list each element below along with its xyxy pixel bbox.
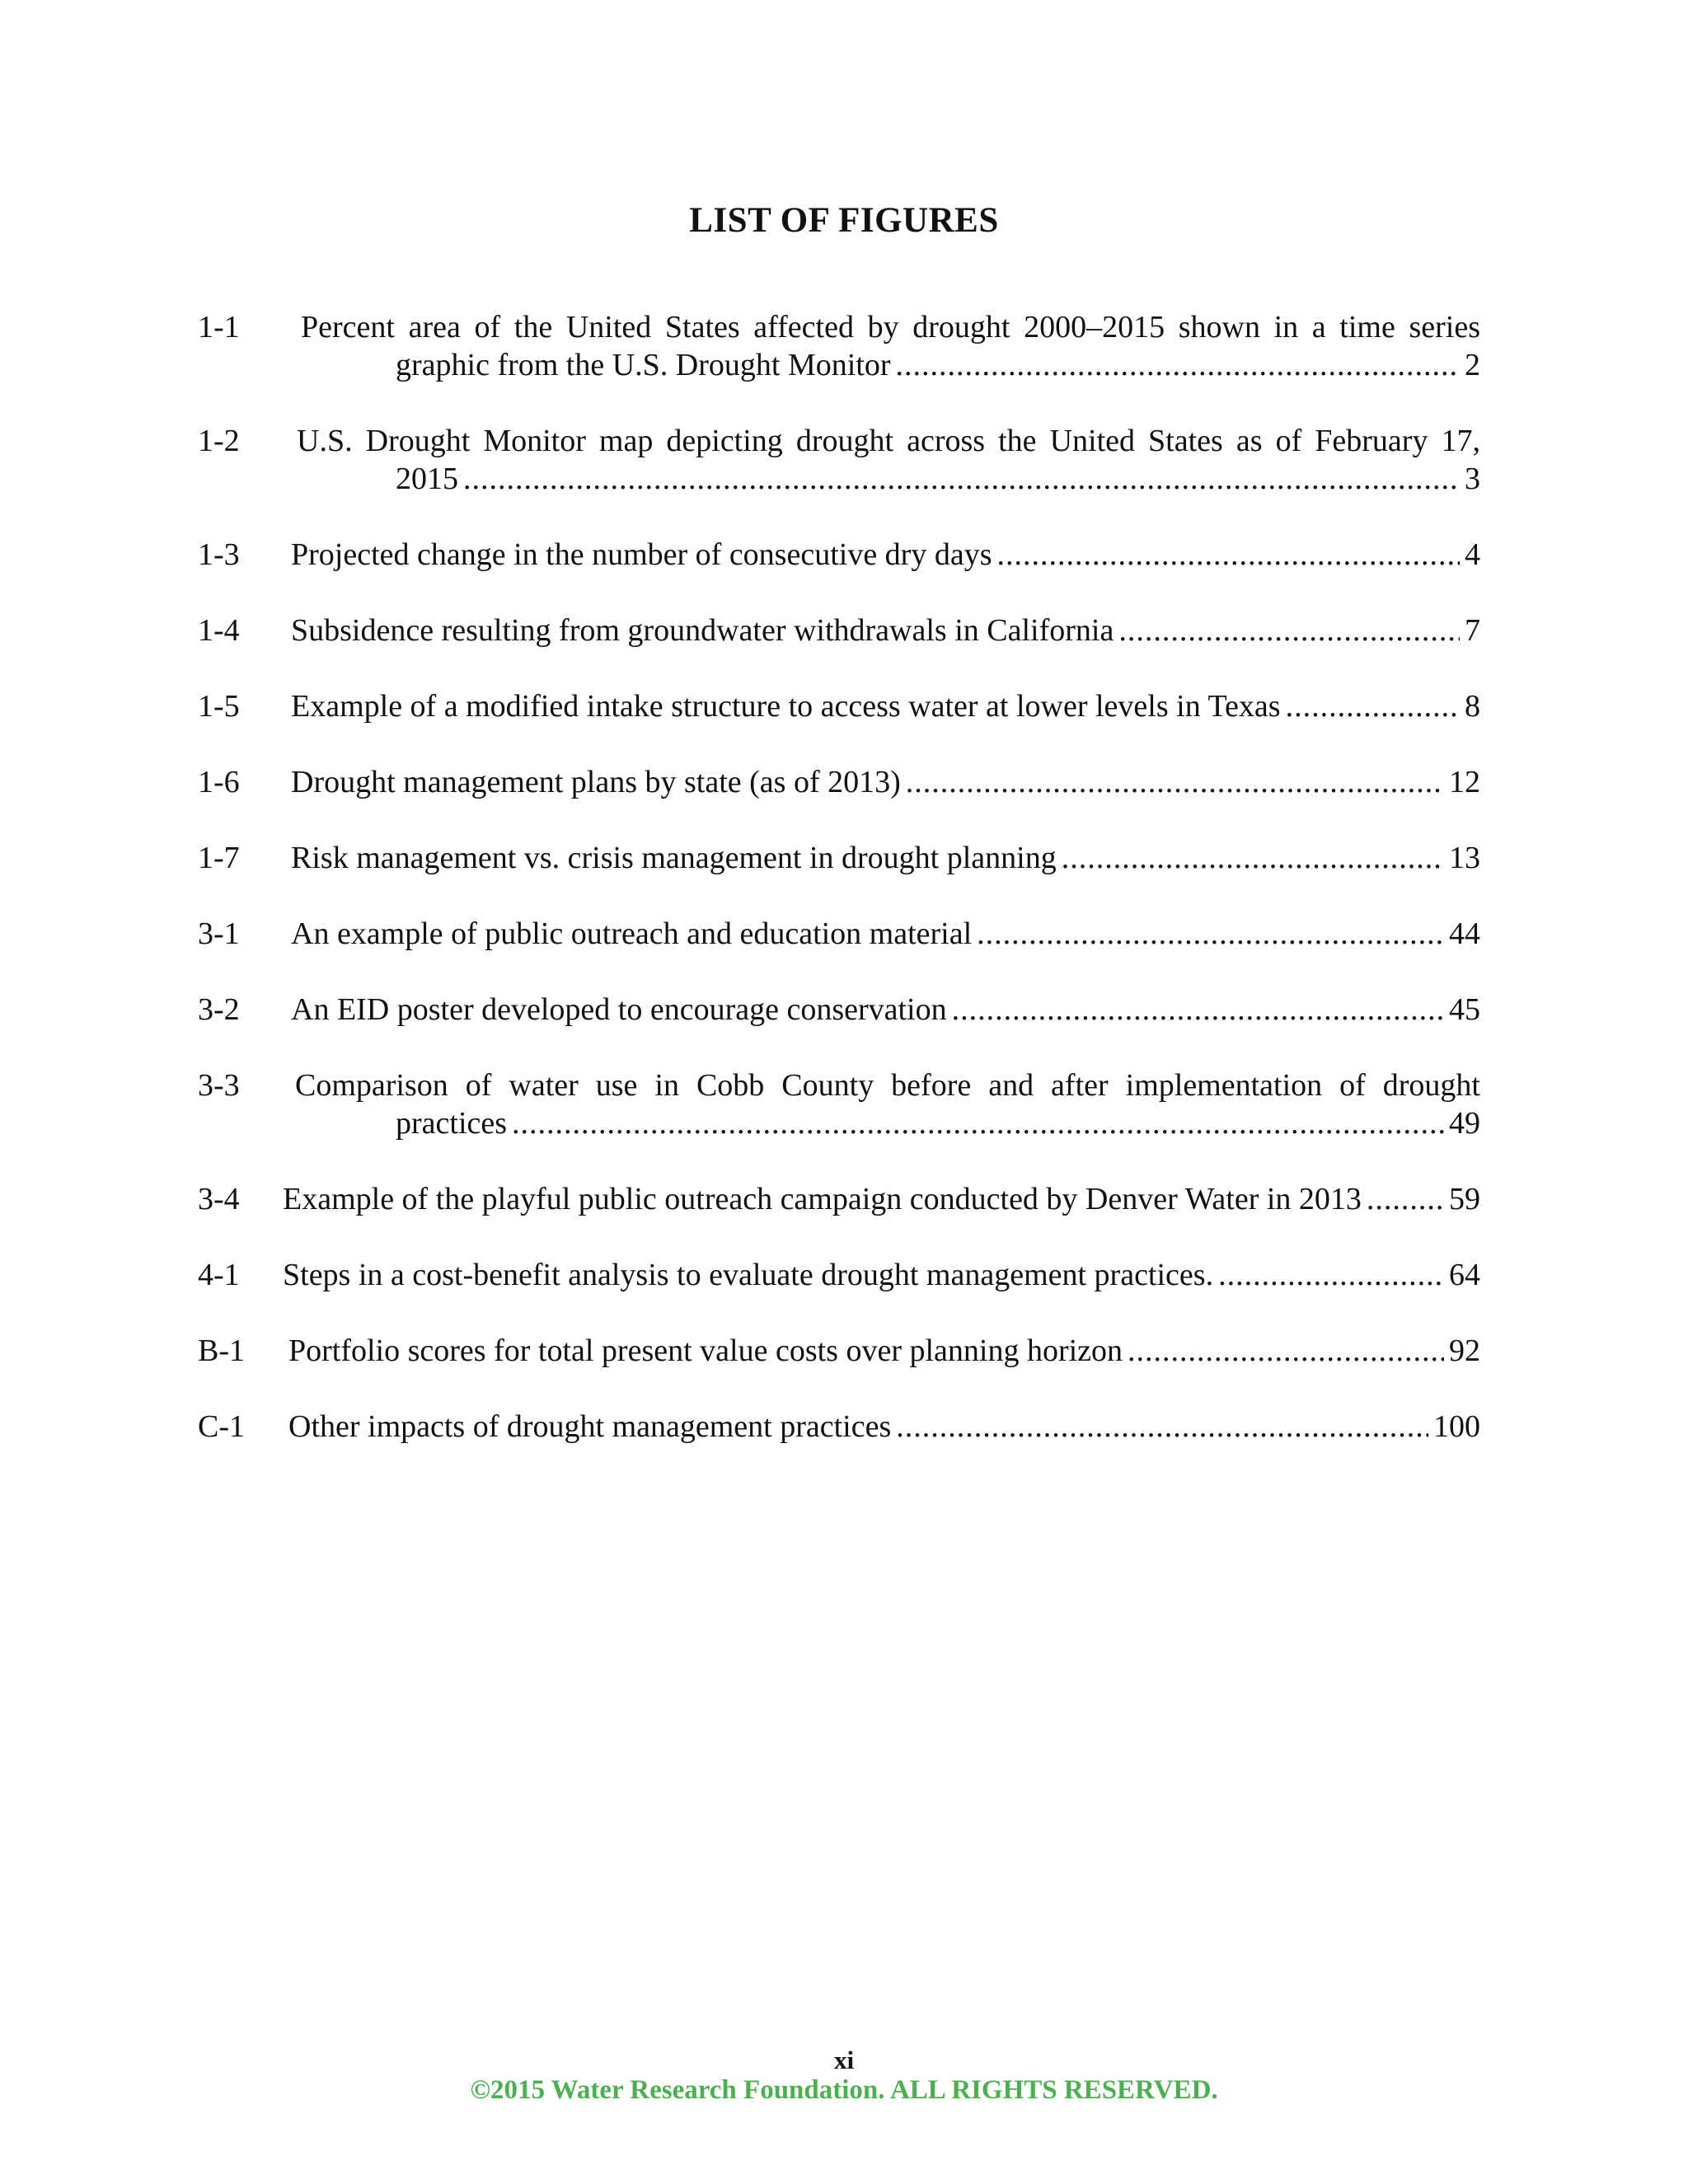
- list-item[interactable]: [198, 1256, 1480, 1294]
- figure-caption-line1: Comparison of water use in Cobb County before and after implementation of drought: [295, 1068, 1480, 1103]
- figure-caption-line1: Percent area of the United States affected by drought 2000–2015 shown in a time series: [301, 310, 1480, 344]
- figure-caption-line2: graphic from the U.S. Drought Monitor: [396, 348, 891, 382]
- figure-number: 3-3: [198, 1068, 240, 1103]
- figure-number: 1-3: [198, 537, 240, 572]
- figure-caption: Example of the playful public outreach campaign conducted by Denver Water in 2013: [283, 1182, 1362, 1216]
- footer-copyright: ©2015 Water Research Foundation. ALL RIGHTS RESERVED.: [470, 2075, 1218, 2105]
- figure-number: B-1: [198, 1333, 245, 1368]
- list-item[interactable]: [198, 1332, 1480, 1370]
- figure-number: 1-2: [198, 424, 240, 458]
- dot-leader: [997, 536, 1461, 574]
- page-number: 7: [1465, 613, 1480, 648]
- figure-number: 3-4: [198, 1182, 240, 1216]
- figure-caption-line2: 2015: [396, 462, 458, 496]
- list-item[interactable]: [198, 687, 1480, 725]
- page-number: 100: [1433, 1409, 1480, 1444]
- list-item[interactable]: [198, 1066, 1480, 1142]
- figure-caption-line1: U.S. Drought Monitor map depicting drought across the United States as of February 17,: [297, 424, 1480, 458]
- dot-leader: [1118, 612, 1460, 649]
- figure-caption: Example of a modified intake structure to access water at lower levels in Texas: [291, 689, 1281, 724]
- figure-number: 1-4: [198, 613, 240, 648]
- list-item[interactable]: [198, 308, 1480, 384]
- figure-caption: Steps in a cost-benefit analysis to evaluate drought management practices.: [283, 1258, 1214, 1292]
- dot-leader: [906, 763, 1444, 801]
- figure-caption: Risk management vs. crisis management in drought planning: [291, 841, 1057, 875]
- figure-caption: Portfolio scores for total present value costs over planning horizon: [288, 1333, 1123, 1368]
- dot-leader: [1128, 1332, 1444, 1370]
- list-item[interactable]: [198, 536, 1480, 574]
- figure-number: 1-6: [198, 765, 240, 799]
- list-item[interactable]: [198, 915, 1480, 953]
- list-item[interactable]: [198, 612, 1480, 649]
- figure-number: 4-1: [198, 1258, 240, 1292]
- dot-leader: [1218, 1256, 1444, 1294]
- list-item[interactable]: [198, 991, 1480, 1029]
- page-number: 92: [1449, 1333, 1480, 1368]
- page-number: 8: [1465, 689, 1480, 724]
- list-item[interactable]: [198, 1180, 1480, 1218]
- figure-number: C-1: [198, 1409, 245, 1444]
- figure-caption: Projected change in the number of consecutive dry days: [291, 537, 992, 572]
- figure-caption: Drought management plans by state (as of 2013): [291, 765, 901, 799]
- figure-caption: Other impacts of drought management practices: [288, 1409, 892, 1444]
- figure-caption-line2: practices: [396, 1106, 508, 1141]
- figure-caption: Subsidence resulting from groundwater withdrawals in California: [291, 613, 1114, 648]
- dot-leader: [952, 991, 1444, 1029]
- page-number: 3: [1465, 462, 1480, 496]
- page-number: 13: [1449, 841, 1480, 875]
- figure-number: 1-7: [198, 841, 240, 875]
- page-number: 49: [1449, 1106, 1480, 1141]
- dot-leader: [1367, 1180, 1444, 1218]
- list-item[interactable]: [198, 1408, 1480, 1446]
- figure-number: 3-1: [198, 916, 240, 951]
- page-title: LIST OF FIGURES: [689, 201, 999, 240]
- figure-caption: An example of public outreach and education material: [291, 916, 973, 951]
- list-item[interactable]: [198, 839, 1480, 877]
- page-number: 2: [1465, 348, 1480, 382]
- dot-leader: [896, 346, 1460, 384]
- page-number: 4: [1465, 537, 1480, 572]
- dot-leader: [463, 460, 1460, 498]
- dot-leader: [1062, 839, 1444, 877]
- figure-number: 3-2: [198, 992, 240, 1027]
- list-item[interactable]: [198, 422, 1480, 498]
- page-number: 44: [1449, 916, 1480, 951]
- dot-leader: [896, 1408, 1428, 1446]
- page-number: 45: [1449, 992, 1480, 1027]
- footer-page-number: xi: [833, 2046, 855, 2074]
- figure-number: 1-5: [198, 689, 240, 724]
- page-number: 64: [1449, 1258, 1480, 1292]
- dot-leader: [512, 1104, 1444, 1142]
- dot-leader: [1286, 687, 1460, 725]
- page-number: 12: [1449, 765, 1480, 799]
- page-number: 59: [1449, 1182, 1480, 1216]
- list-item[interactable]: [198, 763, 1480, 801]
- figure-list: [198, 308, 1480, 1483]
- dot-leader: [977, 915, 1444, 953]
- figure-number: 1-1: [198, 310, 240, 344]
- figure-caption: An EID poster developed to encourage conservation: [291, 992, 947, 1027]
